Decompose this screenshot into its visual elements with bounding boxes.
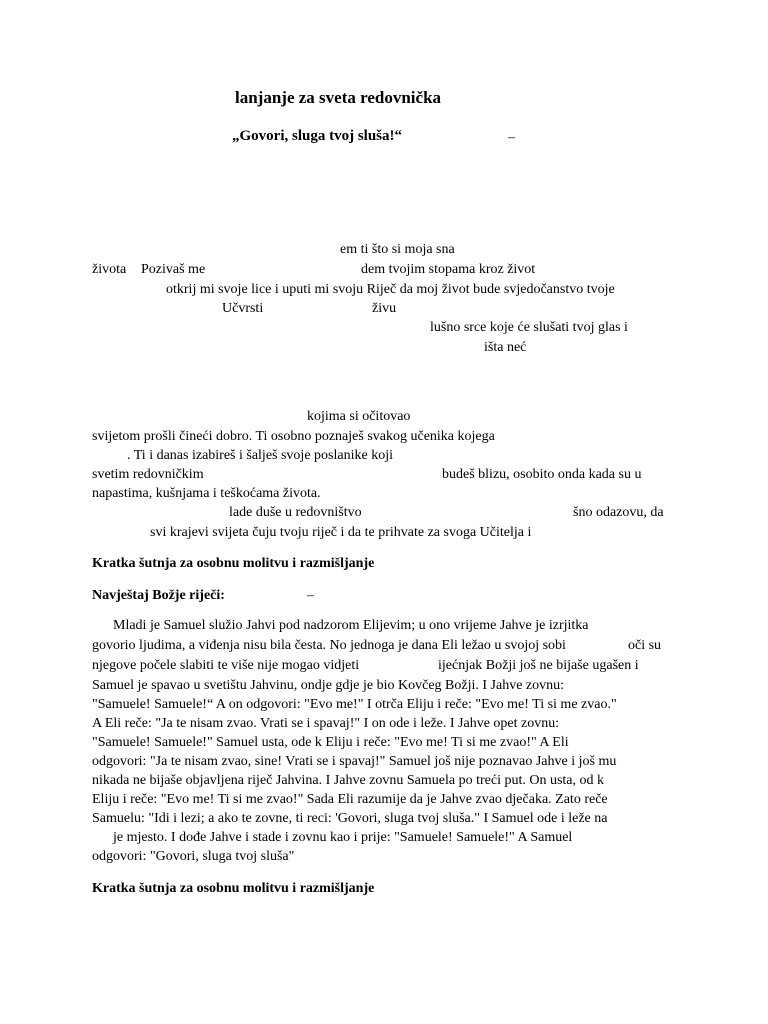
prayer2-line: lade duše u redovništvo: [229, 505, 362, 520]
prayer2-line: . Ti i danas izabireš i šalješ svoje poslanike koji: [127, 448, 393, 463]
prayer1-line: em ti što si moja sna: [340, 242, 455, 257]
reading-line: "Samuele! Samuele!“ A on odgovori: "Evo me!" I otrča Eliju i reče: "Evo me! Ti si me zvao.": [92, 697, 617, 712]
prayer1-line: Pozivaš me: [141, 262, 206, 277]
reading-line: odgovori: "Ja te nisam zvao, sine! Vrati se i spavaj!" Samuel još nije poznavao Jahve i još mu: [92, 754, 617, 769]
prayer1-line: dem tvojim stopama kroz život: [361, 262, 536, 277]
reading-line: ijećnjak Božji još ne bijaše ugašen i: [438, 658, 639, 673]
reading-line: njegove počele slabiti te više nije mogao vidjeti: [92, 658, 360, 673]
page-subtitle: „Govori, sluga tvoj sluša!“: [232, 128, 403, 144]
silence-heading: Kratka šutnja za osobnu molitvu i razmišljanje: [92, 556, 375, 571]
proclamation-heading: Navještaj Božje riječi:: [92, 588, 225, 603]
reading-line: govorio ljudima, a viđenja nisu bila česta. No jednoga je dana Eli ležao u svojoj sobi: [92, 638, 566, 653]
prayer2-line: svijetom prošli čineći dobro. Ti osobno poznaješ svakog učenika kojega: [92, 429, 495, 444]
page-title: lanjanje za sveta redovnička: [235, 88, 442, 107]
prayer1-line: života: [92, 262, 127, 277]
prayer2-line: svetim redovničkim: [92, 467, 204, 482]
proclamation-dash: –: [307, 588, 314, 603]
prayer2-line: napastima, kušnjama i teškoćama života.: [92, 486, 321, 501]
reading-line: Samuel je spavao u svetištu Jahvinu, ondje gdje je bio Kovčeg Božji. I Jahve zovnu:: [92, 678, 565, 693]
prayer1-line: Učvrsti: [222, 301, 264, 316]
subtitle-dash: –: [508, 130, 515, 145]
prayer1-line: išta neć: [484, 340, 527, 355]
reading-line: Samuelu: "Idi i lezi; a ako te zovne, ti reci: 'Govori, sluga tvoj sluša." I Samuel ode i leže na: [92, 811, 608, 826]
prayer2-line: budeš blizu, osobito onda kada su u: [442, 467, 642, 482]
reading-line: A Eli reče: "Ja te nisam zvao. Vrati se i spavaj!" I on ode i leže. I Jahve opet zovnu:: [92, 716, 560, 731]
reading-line: Eliju i reče: "Evo me! Ti si me zvao!" Sada Eli razumije da je Jahve zvao dječaka. Zato reče: [92, 792, 608, 807]
reading-line: "Samuele! Samuele!" Samuel usta, ode k Eliju i reče: "Evo me! Ti si me zvao!" A Eli: [92, 735, 569, 750]
reading-line: oči su: [628, 638, 662, 653]
reading-line: Mladi je Samuel služio Jahvi pod nadzorom Elijevim; u ono vrijeme Jahve je izrjitka: [113, 618, 589, 633]
prayer2-line: svi krajevi svijeta čuju tvoju riječ i da te prihvate za svoga Učitelja i: [150, 525, 532, 540]
prayer2-line: šno odazovu, da: [573, 505, 664, 520]
silence-heading: Kratka šutnja za osobnu molitvu i razmišljanje: [92, 881, 375, 896]
reading-line: odgovori: "Govori, sluga tvoj sluša": [92, 849, 295, 864]
reading-line: je mjesto. I dođe Jahve i stade i zovnu kao i prije: "Samuele! Samuele!" A Samuel: [113, 830, 573, 845]
prayer1-line: lušno srce koje će slušati tvoj glas i: [430, 320, 628, 335]
prayer1-line: živu: [372, 301, 397, 316]
prayer1-line: otkrij mi svoje lice i uputi mi svoju Riječ da moj život bude svjedočanstvo tvoje: [166, 282, 615, 297]
prayer2-line: kojima si očitovao: [307, 409, 411, 424]
reading-line: nikada ne bijaše objavljena riječ Jahvina. I Jahve zovnu Samuela po treći put. On usta, od k: [92, 773, 605, 788]
